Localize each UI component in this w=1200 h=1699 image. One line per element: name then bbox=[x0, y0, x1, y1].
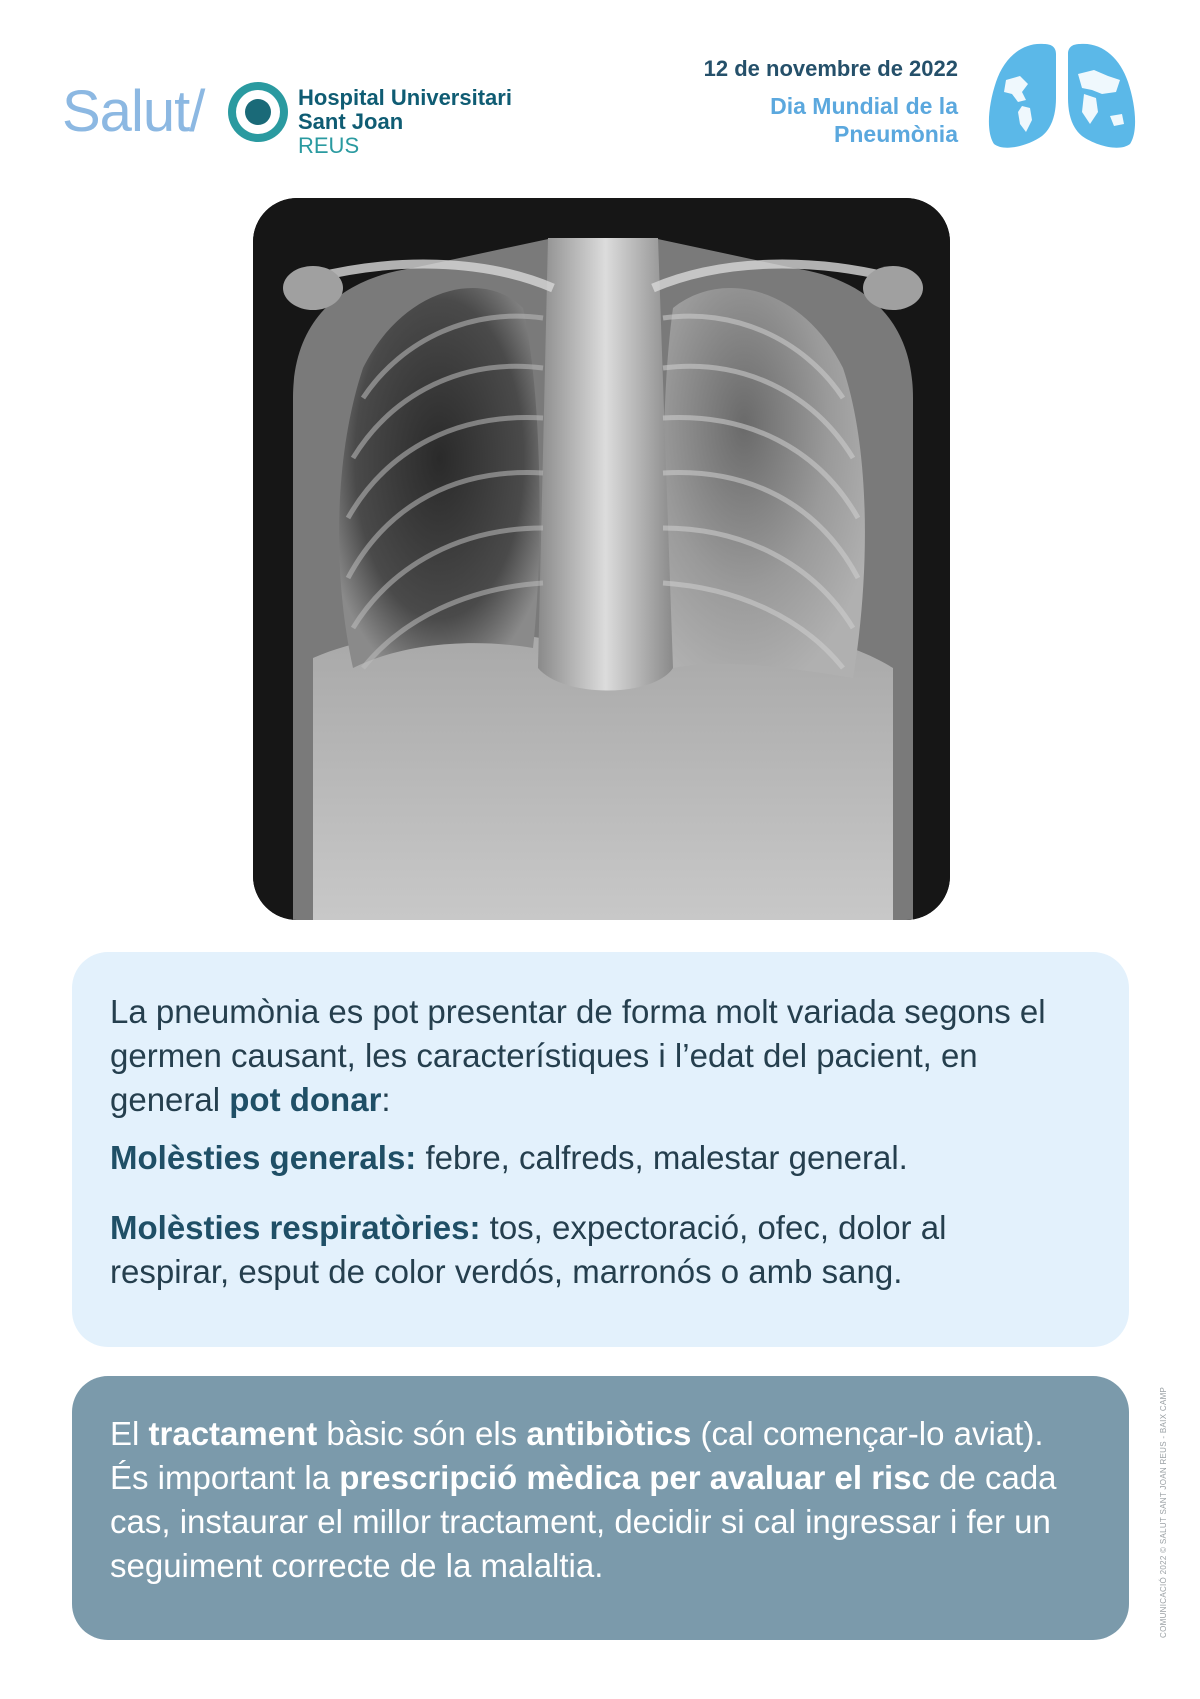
respiratory-symptoms bbox=[110, 1206, 1069, 1294]
treatment-text-1: El bbox=[110, 1415, 149, 1452]
hospital-name-line1: Hospital Universitari bbox=[298, 85, 512, 110]
chest-xray-image bbox=[253, 198, 950, 920]
intro-bold: pot donar bbox=[229, 1081, 382, 1118]
salut-logo: Salut/ bbox=[62, 79, 205, 144]
intro-text: La pneumònia es pot presentar de forma molt variada segons el germen causant, les característiques i l’edat del pacient, en general bbox=[110, 993, 1046, 1118]
symptoms-box bbox=[72, 952, 1129, 1347]
respiratory-symptoms-label: Molèsties respiratòries: bbox=[110, 1209, 481, 1246]
treatment-bold-3: prescripció mèdica per avaluar el risc bbox=[339, 1459, 930, 1496]
general-symptoms-text: febre, calfreds, malestar general. bbox=[416, 1139, 908, 1176]
hospital-name-line3: REUS bbox=[298, 133, 360, 158]
intro-paragraph bbox=[110, 990, 1069, 1122]
respiratory-symptoms-text: tos, expectoració, ofec, dolor al respirar, esput de color verdós, marronós o amb sang. bbox=[110, 1209, 947, 1290]
general-symptoms-label: Molèsties generals: bbox=[110, 1139, 417, 1176]
hospital-logo-icon bbox=[228, 82, 288, 142]
event-date: 12 de novembre de 2022 bbox=[703, 56, 958, 81]
treatment-bold-2: antibiòtics bbox=[526, 1415, 692, 1452]
general-symptoms bbox=[110, 1136, 1069, 1180]
treatment-text-4: de cada cas, instaurar el millor tractament, decidir si cal ingressar i fer un seguiment correcte de la malaltia. bbox=[110, 1459, 1057, 1584]
treatment-paragraph bbox=[110, 1412, 1069, 1588]
treatment-text-2: bàsic són els bbox=[317, 1415, 527, 1452]
event-title-line2: Pneumònia bbox=[834, 121, 958, 147]
treatment-text-3: (cal començar-lo aviat). És important la bbox=[110, 1415, 1044, 1496]
credit-line: COMUNICACIÓ 2022 © SALUT SANT JOAN REUS - BAIX CAMP bbox=[1159, 1386, 1168, 1638]
lungs-world-map-icon bbox=[982, 40, 1142, 150]
event-title-line1: Dia Mundial de la bbox=[770, 93, 958, 119]
treatment-bold-1: tractament bbox=[148, 1415, 318, 1452]
event-title bbox=[770, 92, 958, 148]
hospital-name-line2: Sant Joan bbox=[298, 109, 404, 134]
hospital-name bbox=[298, 86, 512, 158]
treatment-box bbox=[72, 1376, 1129, 1640]
intro-colon: : bbox=[381, 1081, 391, 1118]
